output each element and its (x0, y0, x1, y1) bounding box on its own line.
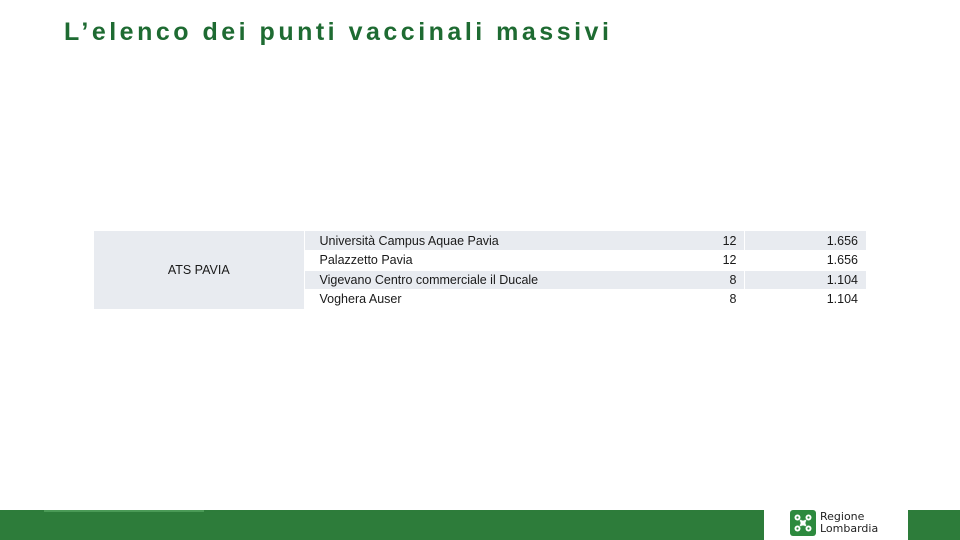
regione-lombardia-logo (790, 510, 878, 536)
doses-count-cell: 1.656 (744, 231, 866, 251)
doses-count-cell: 1.656 (744, 251, 866, 271)
logo-line-regione: Regione (820, 510, 865, 523)
footer-accent-stripe (44, 510, 204, 512)
table-row (94, 231, 866, 251)
site-name-cell: Palazzetto Pavia (304, 251, 628, 271)
doses-count-cell: 1.104 (744, 290, 866, 310)
lines-count-cell: 8 (628, 290, 744, 310)
slide-title: L’elenco dei punti vaccinali massivi (64, 18, 613, 46)
ats-name-cell: ATS PAVIA (94, 231, 304, 309)
lines-count-cell: 8 (628, 270, 744, 290)
site-name-cell: Voghera Auser (304, 290, 628, 310)
regione-lombardia-rose-icon (790, 510, 816, 536)
logo-wordmark (820, 511, 878, 535)
lines-count-cell: 12 (628, 251, 744, 271)
site-name-cell: Vigevano Centro commerciale il Ducale (304, 270, 628, 290)
logo-line-lombardia: Lombardia (820, 522, 879, 535)
lines-count-cell: 12 (628, 231, 744, 251)
site-name-cell: Università Campus Aquae Pavia (304, 231, 628, 251)
vaccination-points-table (94, 231, 866, 310)
doses-count-cell: 1.104 (744, 270, 866, 290)
